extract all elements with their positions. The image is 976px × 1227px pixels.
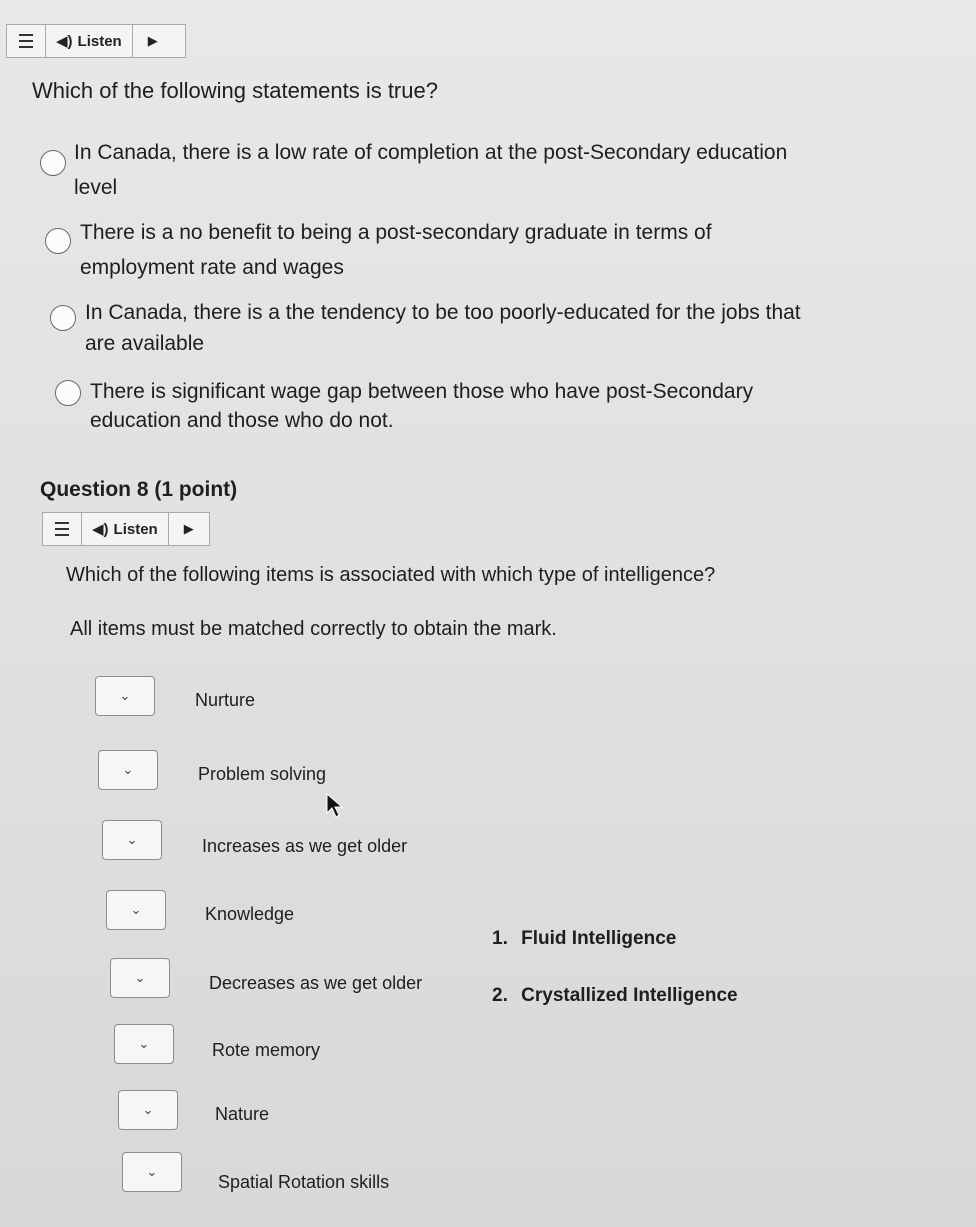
mouse-pointer-icon (326, 793, 344, 819)
listen-bar-q8 (42, 512, 210, 546)
question-8-heading: Question 8 (1 point) (40, 478, 238, 501)
option-4-line-2: education and those who do not. (90, 409, 394, 432)
listen-label: Listen (113, 520, 158, 538)
option-1-line-1: In Canada, there is a low rate of completion at the post-Secondary education (74, 141, 788, 164)
match-select-6[interactable] (114, 1024, 174, 1064)
match-select-3[interactable] (102, 820, 162, 860)
option-3-line-1: In Canada, there is a the tendency to be too poorly-educated for the jobs that (85, 301, 801, 324)
match-item-4: Knowledge (205, 904, 295, 924)
answer-choice-2 (492, 985, 738, 1007)
match-select-7[interactable] (118, 1090, 178, 1130)
chevron-down-icon: ⌄ (138, 1036, 150, 1051)
match-item-1: Nurture (195, 690, 256, 710)
match-select-4[interactable] (106, 890, 166, 930)
option-2-line-1: There is a no benefit to being a post-secondary graduate in terms of (80, 221, 712, 244)
radio-option-4[interactable] (55, 380, 81, 406)
answer-number: 2. (492, 985, 508, 1006)
match-item-8: Spatial Rotation skills (218, 1172, 390, 1192)
question-8-text: Which of the following items is associated with which type of intelligence? (66, 564, 716, 586)
match-item-3: Increases as we get older (202, 836, 408, 856)
option-4-line-1: There is significant wage gap between those who have post-Secondary (90, 380, 754, 403)
chevron-down-icon: ⌄ (134, 970, 146, 985)
answer-number: 1. (492, 928, 508, 949)
speaker-icon: ◀) (92, 521, 109, 538)
chevron-down-icon: ⌄ (130, 902, 142, 917)
chevron-down-icon: ⌄ (126, 832, 138, 847)
question-7-text: Which of the following statements is true? (32, 78, 438, 103)
match-item-6: Rote memory (212, 1040, 321, 1060)
play-icon[interactable]: ▶ (183, 521, 194, 536)
answer-label: Crystallized Intelligence (521, 985, 738, 1006)
speaker-icon: ◀) (56, 33, 73, 50)
match-select-8[interactable] (122, 1152, 182, 1192)
listen-label: Listen (77, 32, 122, 50)
menu-icon[interactable] (43, 513, 82, 545)
chevron-down-icon: ⌄ (119, 688, 131, 703)
radio-option-3[interactable] (50, 305, 76, 331)
answer-choice-1 (492, 928, 676, 950)
match-select-2[interactable] (98, 750, 158, 790)
match-select-1[interactable] (95, 676, 155, 716)
match-item-2: Problem solving (198, 764, 327, 784)
match-item-7: Nature (215, 1104, 270, 1124)
chevron-down-icon: ⌄ (142, 1102, 154, 1117)
match-select-5[interactable] (110, 958, 170, 998)
menu-icon[interactable] (7, 25, 46, 57)
question-8-instruction: All items must be matched correctly to obtain the mark. (70, 618, 557, 640)
option-1-line-2: level (74, 176, 118, 199)
answer-label: Fluid Intelligence (521, 928, 677, 949)
match-item-5: Decreases as we get older (209, 973, 423, 993)
listen-button[interactable] (46, 25, 133, 57)
radio-option-1[interactable] (40, 150, 66, 176)
listen-bar-q7 (6, 24, 186, 58)
chevron-down-icon: ⌄ (146, 1164, 158, 1179)
option-2-line-2: employment rate and wages (80, 256, 344, 279)
listen-button[interactable] (82, 513, 169, 545)
radio-option-2[interactable] (45, 228, 71, 254)
chevron-down-icon: ⌄ (122, 762, 134, 777)
play-icon[interactable]: ▶ (147, 33, 158, 48)
option-3-line-2: are available (85, 332, 205, 355)
